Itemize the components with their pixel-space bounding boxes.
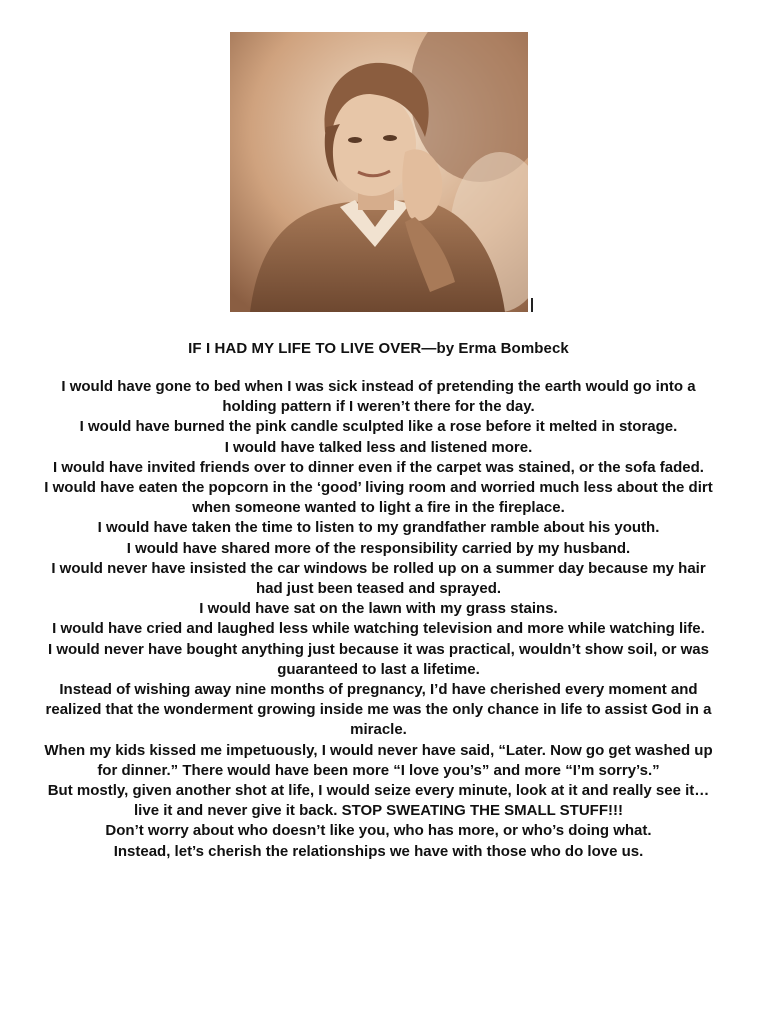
poem-paragraph: I would have talked less and listened more. — [224, 438, 533, 456]
poem-paragraph: I would never have bought anything just because it was practical, wouldn’t show soil, or was guaranteed to last a lifetime. — [48, 640, 709, 678]
poem-paragraph: I would have burned the pink candle sculpted like a rose before it melted in storage. — [79, 418, 678, 436]
poem-paragraph: I would have invited friends over to dinner even if the carpet was stained, or the sofa faded. — [53, 458, 704, 476]
author-portrait-photo — [230, 32, 528, 312]
poem-body — [40, 377, 717, 862]
poem-paragraph: I would have eaten the popcorn in the ‘good’ living room and worried much less about the dirt when someone wanted to light a fire in the fireplace. — [44, 479, 713, 517]
poem-paragraph: Instead, let’s cherish the relationships we have with those who do love us. — [113, 842, 644, 860]
poem-paragraph: Don’t worry about who doesn’t like you, who has more, or who’s doing what. — [105, 822, 652, 840]
photo-edge-mark — [531, 298, 533, 312]
poem-paragraph: Instead of wishing away nine months of pregnancy, I’d have cherished every moment and realized that the wonderment growing inside me was the only chance in life to assist God in a miracle. — [45, 681, 712, 739]
poem-paragraph: I would never have insisted the car windows be rolled up on a summer day because my hair had just been teased and sprayed. — [51, 559, 706, 598]
poem-paragraph: I would have shared more of the responsibility carried by my husband. — [126, 539, 631, 557]
portrait-illustration — [230, 32, 528, 312]
poem-title: IF I HAD MY LIFE TO LIVE OVER—by Erma Bombeck — [188, 340, 569, 357]
poem-paragraph: I would have gone to bed when I was sick instead of pretending the earth would go into a holding pattern if I weren’t there for the day. — [61, 378, 696, 416]
poem-paragraph: When my kids kissed me impetuously, I would never have said, “Later. Now go get washed up for dinner.” There would have been more “I love you’s” and more “I’m sorry’s.” — [44, 741, 713, 779]
poem-paragraph: I would have cried and laughed less while watching television and more while watching life. — [52, 620, 705, 638]
poem-paragraph: I would have sat on the lawn with my grass stains. — [199, 600, 558, 618]
poem-paragraph: I would have taken the time to listen to my grandfather ramble about his youth. — [97, 519, 660, 537]
poem-paragraph: But mostly, given another shot at life, I would seize every minute, look at it and really see it…live it and never give it back. STOP SWEATING THE SMALL STUFF!!! — [47, 782, 710, 820]
